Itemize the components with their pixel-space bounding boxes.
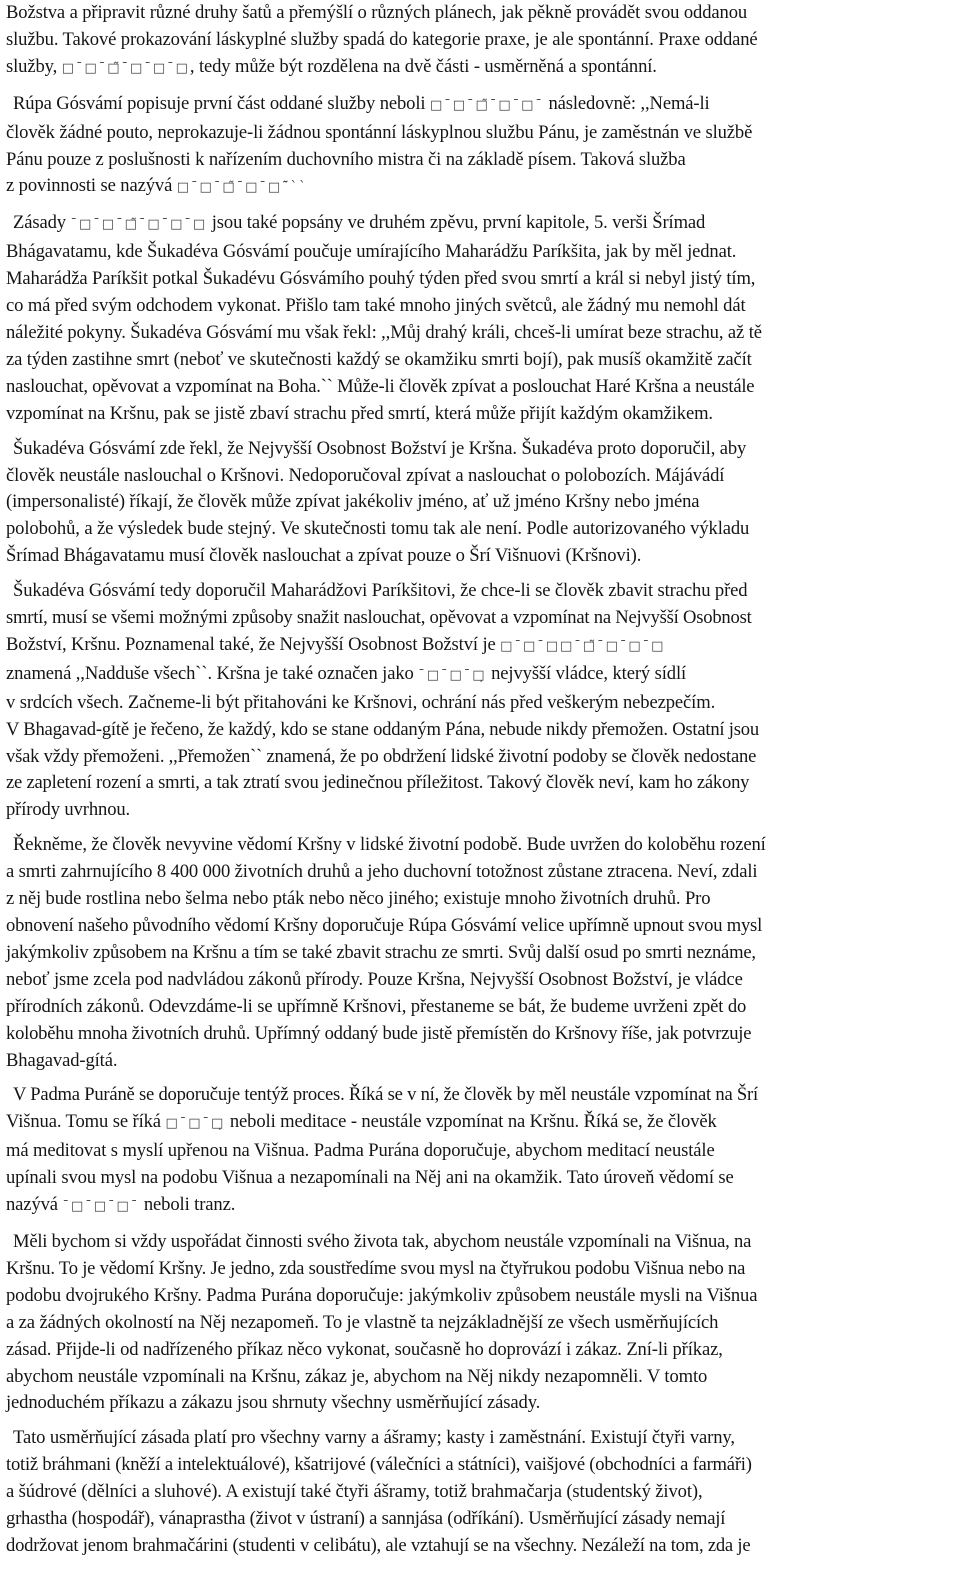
paragraph-4 bbox=[6, 436, 952, 571]
missing-glyphs: □¯□¯□̦ bbox=[165, 1116, 226, 1132]
text-line: má meditovat s myslí upřenou na Višnua. Padma Purána doporučuje, abychom meditací neustále bbox=[6, 1140, 715, 1162]
text-line: Šukadéva Gósvámí zde řekl, že Nejvyšší Osobnost Božství je Kršna. Šukadéva proto doporučil, aby bbox=[13, 437, 747, 459]
text-line: polobohů, a že výsledek bude stejný. Ve skutečnosti tomu tak ale není. Podle autorizovaného výkladu bbox=[6, 518, 750, 540]
paragraph-5 bbox=[6, 578, 952, 824]
text-line: smrtí, musí se všemi možnými způsoby snažit naslouchat, opěvovat a vzpomínat na Nejvyšší Osobnost bbox=[6, 607, 752, 629]
paragraph-3 bbox=[6, 210, 952, 427]
text-line bbox=[6, 661, 952, 690]
paragraph-8 bbox=[6, 1229, 952, 1417]
text-line: Maharádža Paríkšit potkal Šukadévu Gósvámího pouhý týden před svou smrtí a král si nebyl jistý tím, bbox=[6, 268, 756, 290]
text-line: jakýmkoliv způsobem na Kršnu a tím se také zbavit strachu ze smrti. Svůj další osud po smrti neznáme, bbox=[6, 941, 756, 963]
text-line: dodržovat jenom brahmačárini (studenti v celibátu), ale vztahují se na všechny. Nezáleží na tom, zda je bbox=[6, 1534, 751, 1556]
paragraph-1 bbox=[6, 0, 952, 83]
text-line: Tato usměrňující zásada platí pro všechny varny a ášramy; kasty i zaměstnání. Existují čtyři varny, bbox=[13, 1427, 735, 1449]
text-line: z něj bude rostlina nebo šelma nebo pták nebo něco jiného; existuje mnoho životních druhů. Pro bbox=[6, 888, 711, 910]
text-line: Šukadéva Gósvámí tedy doporučil Maharádžovi Paríkšitovi, že chce-li se člověk zbavit strachu před bbox=[13, 580, 748, 602]
text-span: neboli tranz. bbox=[143, 1194, 236, 1216]
text-line: Měli bychom si vždy uspořádat činnosti svého života tak, abychom neustále vzpomínali na Višnua, na bbox=[13, 1230, 752, 1252]
text-line: grhastha (hospodář), vánaprastha (život v ústraní) a sannjása (odříkání). Usměrňující zásady nemají bbox=[6, 1508, 726, 1530]
text-line: Šrímad Bhágavatamu musí člověk naslouchat a zpívat pouze o Šrí Višnuovi (Kršnovi). bbox=[6, 545, 642, 567]
text-line: službu. Takové prokazování láskyplné služby spadá do kategorie praxe, je ale spontánní. Praxe oddané bbox=[6, 28, 758, 50]
text-span: neboli meditace - neustále vzpomínat na Kršnu. Říká se, že člověk bbox=[229, 1111, 717, 1133]
text-span: z povinnosti se nazývá bbox=[6, 175, 173, 197]
paragraph-9 bbox=[6, 1425, 952, 1560]
text-line: upínali svou mysl na podobu Višnua a nezapomínali na Něj ani na okamžik. Tato úroveň vědomí se bbox=[6, 1167, 734, 1189]
text-line: naslouchat, opěvovat a vzpomínat na Boha.`` Může-li člověk zpívat a poslouchat Haré Kršna a neustále bbox=[6, 375, 755, 397]
missing-glyphs: ¯□¯□¯□¯ bbox=[62, 1199, 140, 1215]
text-line: abychom neustále vzpomínali na Kršnu, zákaz je, abychom na Něj nikdy nezapomněli. V tomto bbox=[6, 1365, 708, 1387]
text-line bbox=[6, 173, 952, 202]
text-line bbox=[6, 632, 952, 661]
text-line: V Padma Puráně se doporučuje tentýž proces. Říká se v ní, že člověk by měl neustále vzpomínat na Šrí bbox=[13, 1084, 758, 1106]
missing-glyphs: □¯□¯□̃¯□¯□¯ bbox=[429, 97, 544, 113]
text-span: , tedy může být rozdělena na dvě části - usměrněná a spontánní. bbox=[189, 55, 657, 77]
text-line: co má před svým odchodem vykonat. Přišlo tam také mnoho jiných světců, ale žádný mu nemohl dát bbox=[6, 295, 746, 317]
paragraph-7 bbox=[6, 1082, 952, 1221]
missing-glyphs: ¯□¯□¯□̦ bbox=[418, 667, 487, 683]
text-line: totiž bráhmani (kněží a intelektuálové), kšatrijové (válečníci a státníci), vaišjové (obchodníci a farmáři) bbox=[6, 1454, 752, 1476]
text-span: Višnua. Tomu se říká bbox=[6, 1111, 161, 1133]
text-line: Kršnu. To je vědomí Kršny. Je jedno, zda soustředíme svou mysl na čtyřrukou podobu Višnua nebo na bbox=[6, 1257, 746, 1279]
text-span: Božství, Kršnu. Poznamenal také, že Nejvyšší Osobnost Božství je bbox=[6, 633, 496, 655]
text-line: neboť jsme zcela pod nadvládou zákonů přírody. Pouze Kršna, Nejvyšší Osobnost Božství, je vládce bbox=[6, 968, 743, 990]
text-span: znamená ,,Nadduše všech``. Kršna je také označen jako bbox=[6, 662, 414, 684]
missing-glyphs: ¯□¯□¯□̃¯□¯□¯□ bbox=[70, 217, 208, 233]
text-line: koloběhu mnoha životních druhů. Upřímný oddaný bude jistě přemístěn do Kršnovy říše, jak potvrzuje bbox=[6, 1022, 752, 1044]
text-span: služby, bbox=[6, 55, 58, 77]
text-line: člověk neustále naslouchal o Kršnovi. Nedoporučoval zpívat a naslouchat o polobozích. Májávádí bbox=[6, 464, 725, 486]
text-span: nejvyšší vládce, který sídlí bbox=[491, 662, 687, 684]
text-line bbox=[6, 1109, 952, 1138]
text-span: následovně: ,,Nemá-li bbox=[548, 92, 710, 114]
text-line: přírodních zákonů. Odevzdáme-li se upřímně Kršnovi, přestaneme se bát, že budeme uvrženi zpět do bbox=[6, 995, 747, 1017]
text-line: Pánu pouze z poslušnosti k nařízením duchovního mistra či na základě písem. Taková služba bbox=[6, 148, 686, 170]
text-line: zásad. Přijde-li od nadřízeného příkaz něco vykonat, současně ho doprovází i zákaz. Zní-li příkaz, bbox=[6, 1338, 723, 1360]
text-line: však vždy přemoženi. ,,Přemožen`` znamená, že po obdržení lidské životní podoby se člověk nedostane bbox=[6, 745, 757, 767]
text-span: nazývá bbox=[6, 1194, 58, 1216]
text-line: náležité pokyny. Šukadéva Gósvámí mu však řekl: ,,Můj drahý králi, chceš-li umírat beze strachu, až tě bbox=[6, 321, 762, 343]
missing-glyphs: □¯□¯□̃¯□¯□¯̃`` bbox=[176, 180, 308, 196]
text-span: Rúpa Gósvámí popisuje první část oddané služby neboli bbox=[13, 92, 426, 114]
text-line bbox=[6, 54, 952, 83]
text-line: ze zapletení rození a smrti, a tak ztratí svou jedinečnou příležitost. Takový člověk neví, kam ho zákony bbox=[6, 772, 750, 794]
text-line: jednoduchém příkazu a zákazu jsou shrnuty všechny usměrňující zásady. bbox=[6, 1392, 541, 1414]
text-span: jsou také popsány ve druhém zpěvu, první kapitole, 5. verši Šrímad bbox=[211, 212, 706, 234]
text-line: a za žádných okolností na Něj nezapomeň. To je vlastně ta nejzákladnější ze všech usměrňujících bbox=[6, 1311, 719, 1333]
text-line: podobu dvojrukého Kršny. Padma Purána doporučuje: jakýmkoliv způsobem neustále mysli na Višnua bbox=[6, 1284, 758, 1306]
text-line: a šúdrové (dělníci a sluhové). A existují také čtyři ášramy, totiž brahmačarja (studentský život), bbox=[6, 1481, 703, 1503]
text-line: Bhagavad-gítá. bbox=[6, 1049, 118, 1071]
text-line: Božstva a připravit různé druhy šatů a přemýšlí o různých plánech, jak pěkně provádět svou oddanou bbox=[6, 2, 748, 23]
text-line: obnovení našeho původního vědomí Kršny doporučuje Rúpa Gósvámí velice upřímně upnout svou mysl bbox=[6, 915, 763, 936]
text-line: Řekněme, že člověk nevyvine vědomí Kršny v lidské životní podobě. Bude uvržen do koloběhu rození bbox=[13, 834, 766, 856]
text-line: v srdcích všech. Začneme-li být přitahováni ke Kršnovi, ochrání nás před veškerým nebezpečím. bbox=[6, 691, 716, 713]
text-line: vzpomínat na Kršnu, pak se jistě zbaví strachu před smrtí, která může přijít každým okamžikem. bbox=[6, 402, 713, 424]
paragraph-2 bbox=[6, 91, 952, 203]
missing-glyphs: □¯□¯□□¯□̃¯□¯□¯□ bbox=[500, 638, 666, 654]
text-line: za týden zastihne smrt (neboť ve skutečnosti každý se okamžiku smrti bojí), pak musíš okamžitě začít bbox=[6, 348, 752, 370]
missing-glyphs: □¯□¯□̃¯□¯□¯□ bbox=[61, 60, 190, 76]
paragraph-6 bbox=[6, 832, 952, 1074]
text-line: Bhágavatamu, kde Šukadéva Gósvámí poučuje umírajícího Maharádžu Paríkšita, jak by měl jednat. bbox=[6, 241, 737, 263]
text-line: člověk žádné pouto, neprokazuje-li žádnou spontánní láskyplnou službu Pánu, je zaměstnán ve službě bbox=[6, 121, 753, 143]
text-span: Zásady bbox=[13, 212, 66, 234]
text-line bbox=[6, 91, 952, 120]
text-line bbox=[6, 210, 952, 239]
text-line: V Bhagavad-gítě je řečeno, že každý, kdo se stane oddaným Pána, nebude nikdy přemožen. Ostatní jsou bbox=[6, 718, 759, 740]
text-line: přírody uvrhnou. bbox=[6, 799, 131, 821]
text-line: a smrti zahrnujícího 8 400 000 životních druhů a jeho duchovní totožnost zůstane ztracena. Neví, zdali bbox=[6, 861, 758, 883]
text-line bbox=[6, 1192, 952, 1221]
text-line: (impersonalisté) říkají, že člověk může zpívat jakékoliv jméno, ať už jméno Kršny nebo jména bbox=[6, 491, 700, 513]
